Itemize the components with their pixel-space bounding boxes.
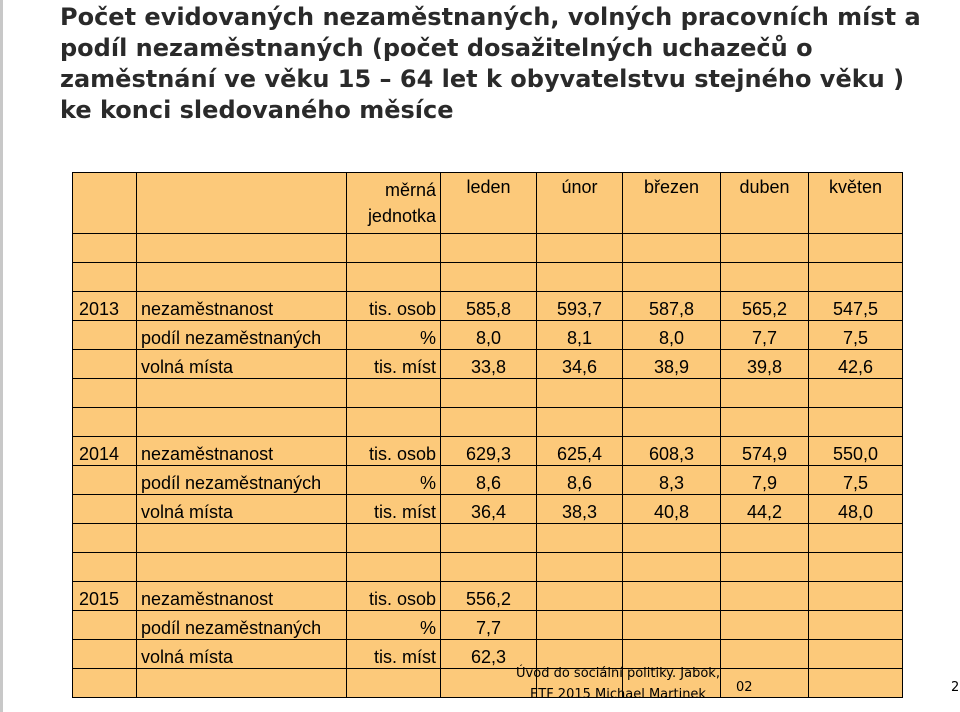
- value-cell: 48,0: [809, 495, 903, 524]
- table-row: [73, 611, 903, 640]
- table-row: [73, 437, 903, 466]
- footer-line2: ETF 2015 Michael Martinek: [530, 687, 706, 702]
- header-month: duben: [721, 173, 809, 234]
- header-month: únor: [537, 173, 623, 234]
- indicator-label: volná místa: [137, 495, 347, 524]
- header-month: leden: [441, 173, 537, 234]
- value-cell: 62,3: [441, 640, 537, 669]
- value-cell: 36,4: [441, 495, 537, 524]
- empty-cell: [347, 553, 441, 582]
- spacer-row: [73, 234, 903, 263]
- value-cell: 7,7: [441, 611, 537, 640]
- title-line: ke konci sledovaného měsíce: [60, 96, 454, 124]
- unit-cell: %: [347, 466, 441, 495]
- empty-cell: [809, 408, 903, 437]
- spacer-row: [73, 263, 903, 292]
- header-month: březen: [623, 173, 721, 234]
- empty-cell: [73, 524, 137, 553]
- value-cell: [809, 611, 903, 640]
- empty-cell: [137, 234, 347, 263]
- value-cell: 38,9: [623, 350, 721, 379]
- value-cell: 8,3: [623, 466, 721, 495]
- page-number: 2: [951, 680, 960, 695]
- table-row: [73, 321, 903, 350]
- empty-cell: [73, 466, 137, 495]
- table-row: [73, 495, 903, 524]
- empty-cell: [347, 408, 441, 437]
- unit-cell: tis. míst: [347, 495, 441, 524]
- empty-cell: [347, 524, 441, 553]
- empty-cell: [137, 669, 347, 698]
- empty-cell: [73, 611, 137, 640]
- unit-cell: tis. osob: [347, 292, 441, 321]
- title-line: podíl nezaměstnaných (počet dosažitelných uchazečů o: [60, 34, 813, 62]
- value-cell: [809, 582, 903, 611]
- empty-cell: [809, 553, 903, 582]
- empty-cell: [441, 379, 537, 408]
- header-row: [73, 173, 903, 234]
- value-cell: 574,9: [721, 437, 809, 466]
- value-cell: [537, 611, 623, 640]
- value-cell: 565,2: [721, 292, 809, 321]
- empty-cell: [809, 234, 903, 263]
- empty-cell: [809, 524, 903, 553]
- spacer-row: [73, 553, 903, 582]
- header-unit-line1: měrná: [384, 180, 436, 200]
- value-cell: 7,7: [721, 321, 809, 350]
- year-cell: 2014: [73, 437, 137, 466]
- header-cell-empty: [137, 173, 347, 234]
- value-cell: [809, 640, 903, 669]
- value-cell: 629,3: [441, 437, 537, 466]
- indicator-label: volná místa: [137, 640, 347, 669]
- empty-cell: [623, 524, 721, 553]
- indicator-label: nezaměstnanost: [137, 582, 347, 611]
- unit-cell: tis. míst: [347, 350, 441, 379]
- unit-cell: tis. osob: [347, 437, 441, 466]
- empty-cell: [623, 263, 721, 292]
- empty-cell: [73, 553, 137, 582]
- year-cell: 2013: [73, 292, 137, 321]
- value-cell: 625,4: [537, 437, 623, 466]
- empty-cell: [347, 234, 441, 263]
- empty-cell: [347, 669, 441, 698]
- spacer-row: [73, 379, 903, 408]
- empty-cell: [73, 669, 137, 698]
- empty-cell: [623, 234, 721, 263]
- empty-cell: [441, 234, 537, 263]
- value-cell: 8,0: [441, 321, 537, 350]
- indicator-label: volná místa: [137, 350, 347, 379]
- value-cell: 556,2: [441, 582, 537, 611]
- empty-cell: [623, 553, 721, 582]
- header-month: květen: [809, 173, 903, 234]
- value-cell: 7,5: [809, 321, 903, 350]
- value-cell: [721, 611, 809, 640]
- empty-cell: [347, 263, 441, 292]
- empty-cell: [73, 350, 137, 379]
- unit-cell: %: [347, 611, 441, 640]
- empty-cell: [537, 553, 623, 582]
- unit-cell: tis. osob: [347, 582, 441, 611]
- empty-cell: [537, 408, 623, 437]
- empty-cell: [623, 408, 721, 437]
- empty-cell: [73, 640, 137, 669]
- table-row: [73, 466, 903, 495]
- value-cell: 7,9: [721, 466, 809, 495]
- header-unit-line2: jednotka: [367, 206, 436, 226]
- empty-cell: [721, 263, 809, 292]
- empty-cell: [809, 379, 903, 408]
- empty-cell: [137, 553, 347, 582]
- value-cell: 550,0: [809, 437, 903, 466]
- header-cell-empty: [73, 173, 137, 234]
- empty-cell: [441, 553, 537, 582]
- empty-cell: [441, 524, 537, 553]
- value-cell: 34,6: [537, 350, 623, 379]
- empty-cell: [347, 379, 441, 408]
- empty-cell: [721, 379, 809, 408]
- indicator-label: podíl nezaměstnaných: [137, 466, 347, 495]
- empty-cell: [441, 263, 537, 292]
- empty-cell: [137, 524, 347, 553]
- indicator-label: podíl nezaměstnaných: [137, 321, 347, 350]
- empty-cell: [441, 408, 537, 437]
- value-cell: 587,8: [623, 292, 721, 321]
- value-cell: [623, 582, 721, 611]
- value-cell: 38,3: [537, 495, 623, 524]
- empty-cell: [137, 263, 347, 292]
- empty-cell: [73, 408, 137, 437]
- empty-cell: [137, 408, 347, 437]
- empty-cell: [623, 379, 721, 408]
- unemployment-table: [72, 172, 903, 698]
- empty-cell: [73, 263, 137, 292]
- indicator-label: nezaměstnanost: [137, 437, 347, 466]
- value-cell: [623, 611, 721, 640]
- empty-cell: [721, 553, 809, 582]
- value-cell: 8,1: [537, 321, 623, 350]
- spacer-row: [73, 669, 903, 698]
- footer-text: [500, 663, 736, 705]
- empty-cell: [73, 379, 137, 408]
- empty-cell: [137, 379, 347, 408]
- value-cell: 593,7: [537, 292, 623, 321]
- unit-cell: %: [347, 321, 441, 350]
- table-row: [73, 292, 903, 321]
- value-cell: 7,5: [809, 466, 903, 495]
- value-cell: 585,8: [441, 292, 537, 321]
- value-cell: 40,8: [623, 495, 721, 524]
- value-cell: 42,6: [809, 350, 903, 379]
- unit-cell: tis. míst: [347, 640, 441, 669]
- empty-cell: [537, 524, 623, 553]
- value-cell: 8,6: [441, 466, 537, 495]
- footer-code: 02: [736, 680, 753, 695]
- value-cell: [537, 582, 623, 611]
- value-cell: 608,3: [623, 437, 721, 466]
- title-line: Počet evidovaných nezaměstnaných, volných pracovních míst a: [60, 3, 921, 31]
- empty-cell: [809, 669, 903, 698]
- empty-cell: [721, 408, 809, 437]
- left-edge-decoration: [0, 0, 10, 712]
- empty-cell: [721, 524, 809, 553]
- empty-cell: [73, 495, 137, 524]
- indicator-label: nezaměstnanost: [137, 292, 347, 321]
- year-cell: 2015: [73, 582, 137, 611]
- value-cell: 39,8: [721, 350, 809, 379]
- value-cell: 8,6: [537, 466, 623, 495]
- empty-cell: [537, 263, 623, 292]
- empty-cell: [73, 321, 137, 350]
- value-cell: 33,8: [441, 350, 537, 379]
- table-row: [73, 582, 903, 611]
- empty-cell: [537, 234, 623, 263]
- empty-cell: [721, 234, 809, 263]
- value-cell: 8,0: [623, 321, 721, 350]
- empty-cell: [73, 234, 137, 263]
- indicator-label: podíl nezaměstnaných: [137, 611, 347, 640]
- table-row: [73, 350, 903, 379]
- title-line: zaměstnání ve věku 15 – 64 let k obyvatelstvu stejného věku ): [60, 65, 905, 93]
- spacer-row: [73, 408, 903, 437]
- header-unit-cell: [347, 173, 441, 234]
- spacer-row: [73, 524, 903, 553]
- value-cell: 44,2: [721, 495, 809, 524]
- table-row: [73, 640, 903, 669]
- footer-line1: Úvod do sociální politiky. Jabok,: [516, 666, 720, 681]
- table-body: [73, 173, 903, 698]
- value-cell: 547,5: [809, 292, 903, 321]
- slide-title: [60, 2, 940, 126]
- empty-cell: [537, 379, 623, 408]
- empty-cell: [809, 263, 903, 292]
- value-cell: [721, 582, 809, 611]
